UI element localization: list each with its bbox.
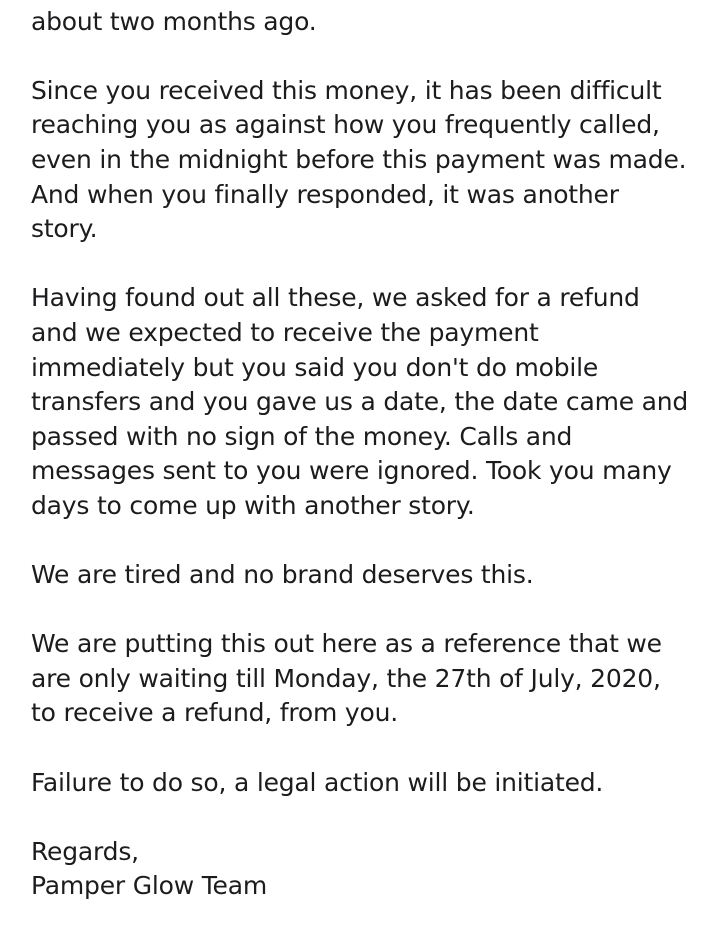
text-line: immediately but you said you don't do mobile bbox=[31, 352, 599, 382]
text-line: to receive a refund, from you. bbox=[31, 698, 398, 728]
text-line: Failure to do so, a legal action will be initiated. bbox=[31, 767, 604, 797]
text-line: story. bbox=[31, 214, 98, 244]
paragraph-legal-action bbox=[31, 766, 701, 801]
clipped-link-fragment[interactable] bbox=[556, 0, 572, 1]
text-line: even in the midnight before this payment was made. bbox=[31, 144, 687, 174]
paragraph-tired bbox=[31, 558, 701, 593]
paragraph-timing bbox=[31, 5, 701, 40]
text-line: about two months ago. bbox=[31, 6, 317, 36]
paragraph-unreachable bbox=[31, 74, 701, 247]
text-line: passed with no sign of the money. Calls and bbox=[31, 421, 573, 451]
text-line: transfers and you gave us a date, the date came and bbox=[31, 387, 689, 417]
text-line: and we expected to receive the payment bbox=[31, 317, 539, 347]
clipped-top-text bbox=[31, 0, 141, 1]
text-line: Since you received this money, it has been difficult bbox=[31, 75, 662, 105]
text-line: We are putting this out here as a reference that we bbox=[31, 629, 662, 659]
text-line: reaching you as against how you frequently called, bbox=[31, 110, 660, 140]
signature-name: Pamper Glow Team bbox=[31, 871, 267, 901]
text-line: And when you finally responded, it was another bbox=[31, 179, 619, 209]
text-line: Having found out all these, we asked for a refund bbox=[31, 283, 640, 313]
paragraph-deadline bbox=[31, 627, 701, 731]
text-line: days to come up with another story. bbox=[31, 490, 475, 520]
sign-off: Regards, bbox=[31, 836, 139, 866]
message-body bbox=[31, 0, 701, 939]
signature-block bbox=[31, 835, 701, 904]
text-line: We are tired and no brand deserves this. bbox=[31, 560, 534, 590]
text-line: messages sent to you were ignored. Took you many bbox=[31, 456, 672, 486]
text-line: are only waiting till Monday, the 27th of July, 2020, bbox=[31, 663, 661, 693]
paragraph-refund-request bbox=[31, 281, 701, 523]
